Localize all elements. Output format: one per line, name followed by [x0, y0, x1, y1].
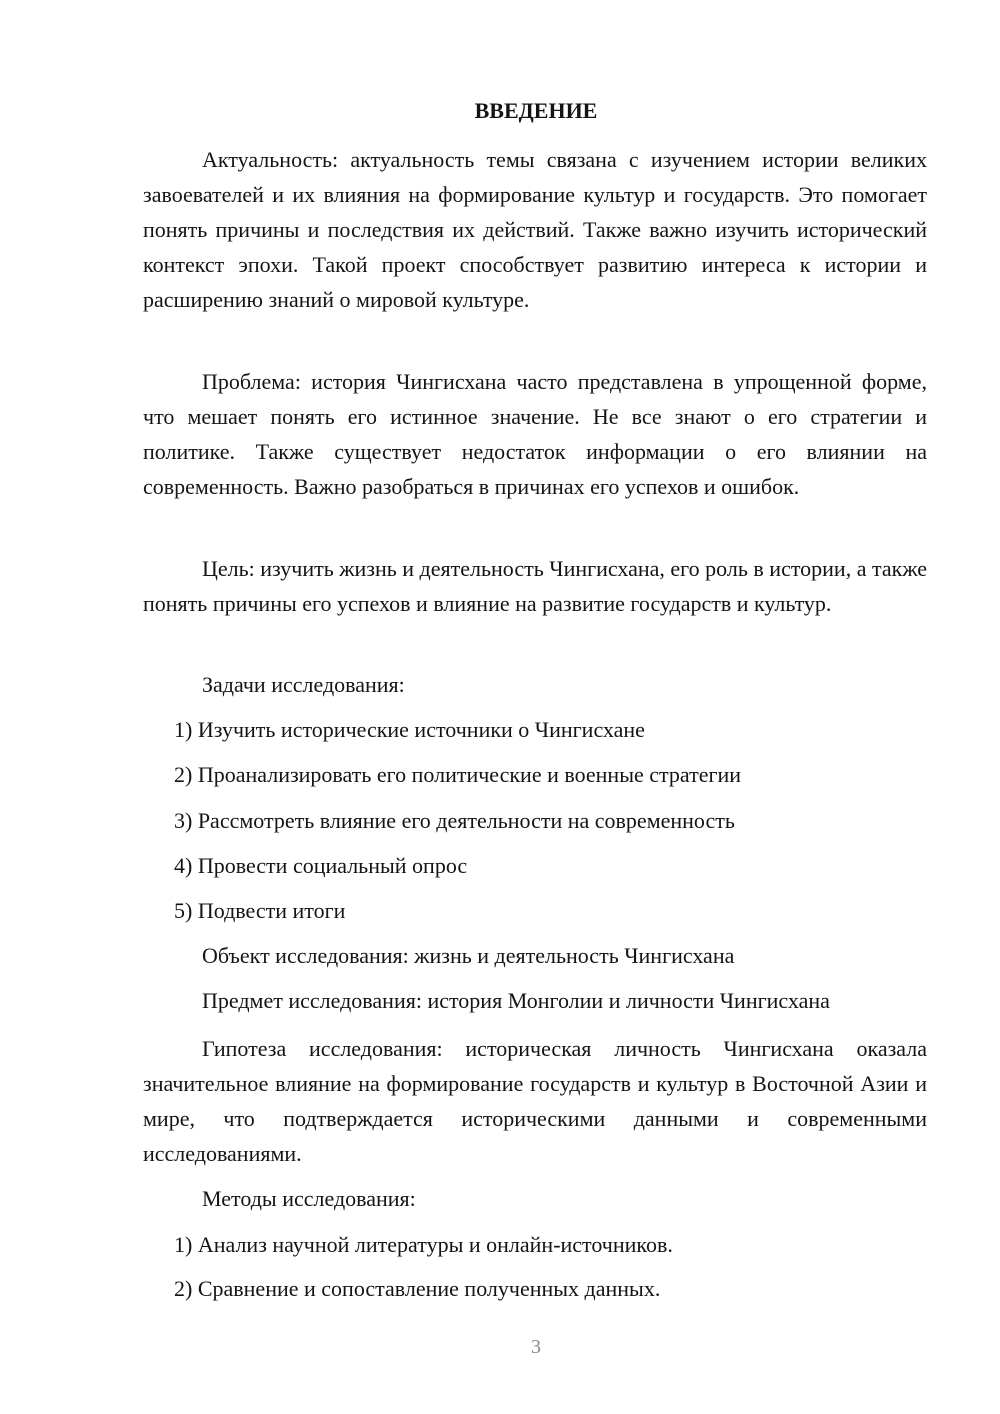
- method-item: 1) Анализ научной литературы и онлайн-источников.: [174, 1232, 673, 1257]
- problem-paragraph: [143, 364, 927, 504]
- task-item: 5) Подвести итоги: [174, 898, 346, 923]
- hypothesis-paragraph: [143, 1031, 927, 1171]
- problem-text: Проблема: история Чингисхана часто представлена в упрощенной форме, что мешает понять его истинное значение. Не все знают о его стратегии и политике. Также существует недостаток информации о его влиянии на современность. Важно разобраться в причинах его успехов и ошибок.: [143, 369, 927, 499]
- section-title: ВВЕДЕНИЕ: [474, 98, 598, 123]
- task-item: 4) Провести социальный опрос: [174, 853, 468, 878]
- goal-paragraph: [143, 551, 927, 621]
- task-item: 1) Изучить исторические источники о Чингисхане: [174, 717, 645, 742]
- relevance-text: Актуальность: актуальность темы связана с изучением истории великих завоевателей и их влияния на формирование культур и государств. Это помогает понять причины и последствия их действий. Также важно изучить исторический контекст эпохи. Такой проект способствует развитию интереса к истории и расширению знаний о мировой культуре.: [143, 147, 927, 312]
- relevance-paragraph: [143, 142, 927, 317]
- methods-heading: Методы исследования:: [202, 1186, 416, 1211]
- task-item: 2) Проанализировать его политические и военные стратегии: [174, 762, 742, 787]
- subject-line: Предмет исследования: история Монголии и личности Чингисхана: [202, 988, 830, 1013]
- method-item: 2) Сравнение и сопоставление полученных данных.: [174, 1276, 661, 1301]
- page-number: 3: [531, 1336, 541, 1358]
- object-line: Объект исследования: жизнь и деятельность Чингисхана: [202, 943, 735, 968]
- goal-text: Цель: изучить жизнь и деятельность Чингисхана, его роль в истории, а также понять причины его успехов и влияние на развитие государств и культур.: [143, 556, 927, 616]
- hypothesis-text: Гипотеза исследования: историческая личность Чингисхана оказала значительное влияние на формирование государств и культур в Восточной Азии и мире, что подтверждается историческими данными и современными исследованиями.: [143, 1036, 927, 1166]
- tasks-heading: Задачи исследования:: [202, 672, 405, 697]
- task-item: 3) Рассмотреть влияние его деятельности на современность: [174, 808, 735, 833]
